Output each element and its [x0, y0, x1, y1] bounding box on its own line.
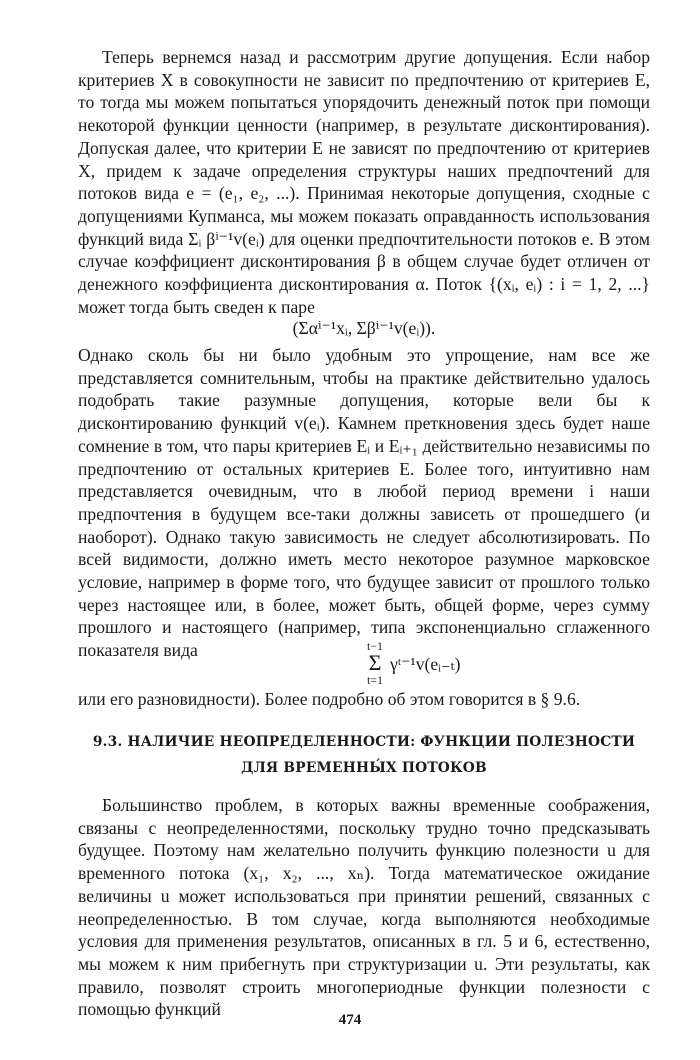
summation-symbol: t−1 Σ t=1 [366, 639, 384, 687]
paragraph-uncertainty: Большинство проблем, в которых важны временные соображения, связаны с неопределенностями, поскольку трудно точно предсказывать будущее. Поэтому нам желательно получить функцию полезности u для временного потока (x₁, x₂, ..., xₙ). Тогда математическое ожидание величины u может использоваться при принятии решений, связанных с неопределенностью. В том случае, когда выполняются необходимые условия для применения результатов, описанных в гл. 5 и 6, естественно, мы можем к ним прибегнуть при структуризации u. Эти результаты, как правило, позволят строить многопериодные функции полезности с помощью функций [78, 795, 650, 1020]
paragraph-simplification: Однако сколь бы ни было удобным это упрощение, нам все же представляется сомнительным, чтобы на практике действительно удалось подобрать такие разумные допущения, которые вели бы к дисконтированию функций v(eᵢ). Камнем преткновения здесь будет наше сомнение в том, что пары критериев Eᵢ и Eᵢ₊₁ действительно независимы по предпочтению от остальных критериев E. Более того, интуитивно нам представляется очевидным, что в любой период времени i наши предпочтения в будущем все-таки должны зависеть от прошедшего (и наоборот). Однако такую зависимость не следует абсолютизировать. По всей видимости, должно иметь место некоторое разумное марковское условие, например в форме того, что будущее зависит от прошлого только через настоящее или, в более, может быть, общей форме, через сумму прошлого и настоящего (например, типа экспоненциально сглаженного показателя вида [78, 345, 650, 661]
paragraph-continuation: или его разновидности). Более подробно об этом говорится в § 9.6. [78, 689, 581, 709]
summation-term: γᵗ⁻¹v(eᵢ₋ₜ) [390, 654, 461, 674]
formula-smoothed-indicator [78, 640, 650, 688]
formula-pair: (Σαⁱ⁻¹xᵢ, Σβⁱ⁻¹v(eᵢ)). [292, 318, 436, 338]
paragraph-assumptions: Теперь вернемся назад и рассмотрим другие допущения. Если набор критериев X в совокупности не зависит по предпочтению от критериев E, то тогда мы можем попытаться упорядочить денежный поток при помощи некоторой функции ценности (например, в результате дисконтирования). Допуская далее, что критерии E не зависят по предпочтению от критериев X, придем к задаче определения структуры наших предпочтений для потоков вида e = (e₁, e₂, ...). Принимая некоторые допущения, сходные с допущениями Купманса, мы можем показать оправданность использования функций вида Σᵢ βⁱ⁻¹v(eᵢ) для оценки предпочтительности потоков e. В этом случае коэффициент дисконтирования β в общем случае будет отличен от денежного коэффициента дисконтирования α. Поток {(xᵢ, eᵢ) : i = 1, 2, ...} может тогда быть сведен к паре [78, 47, 650, 317]
page-number: 474 [338, 1012, 362, 1028]
section-heading-line1: 9.3. НАЛИЧИЕ НЕОПРЕДЕЛЕННОСТИ: ФУНКЦИИ ПОЛЕЗНОСТИ [92, 734, 636, 750]
section-heading-line2: ДЛЯ ВРЕМЕННЫ́Х ПОТОКОВ [241, 760, 487, 776]
